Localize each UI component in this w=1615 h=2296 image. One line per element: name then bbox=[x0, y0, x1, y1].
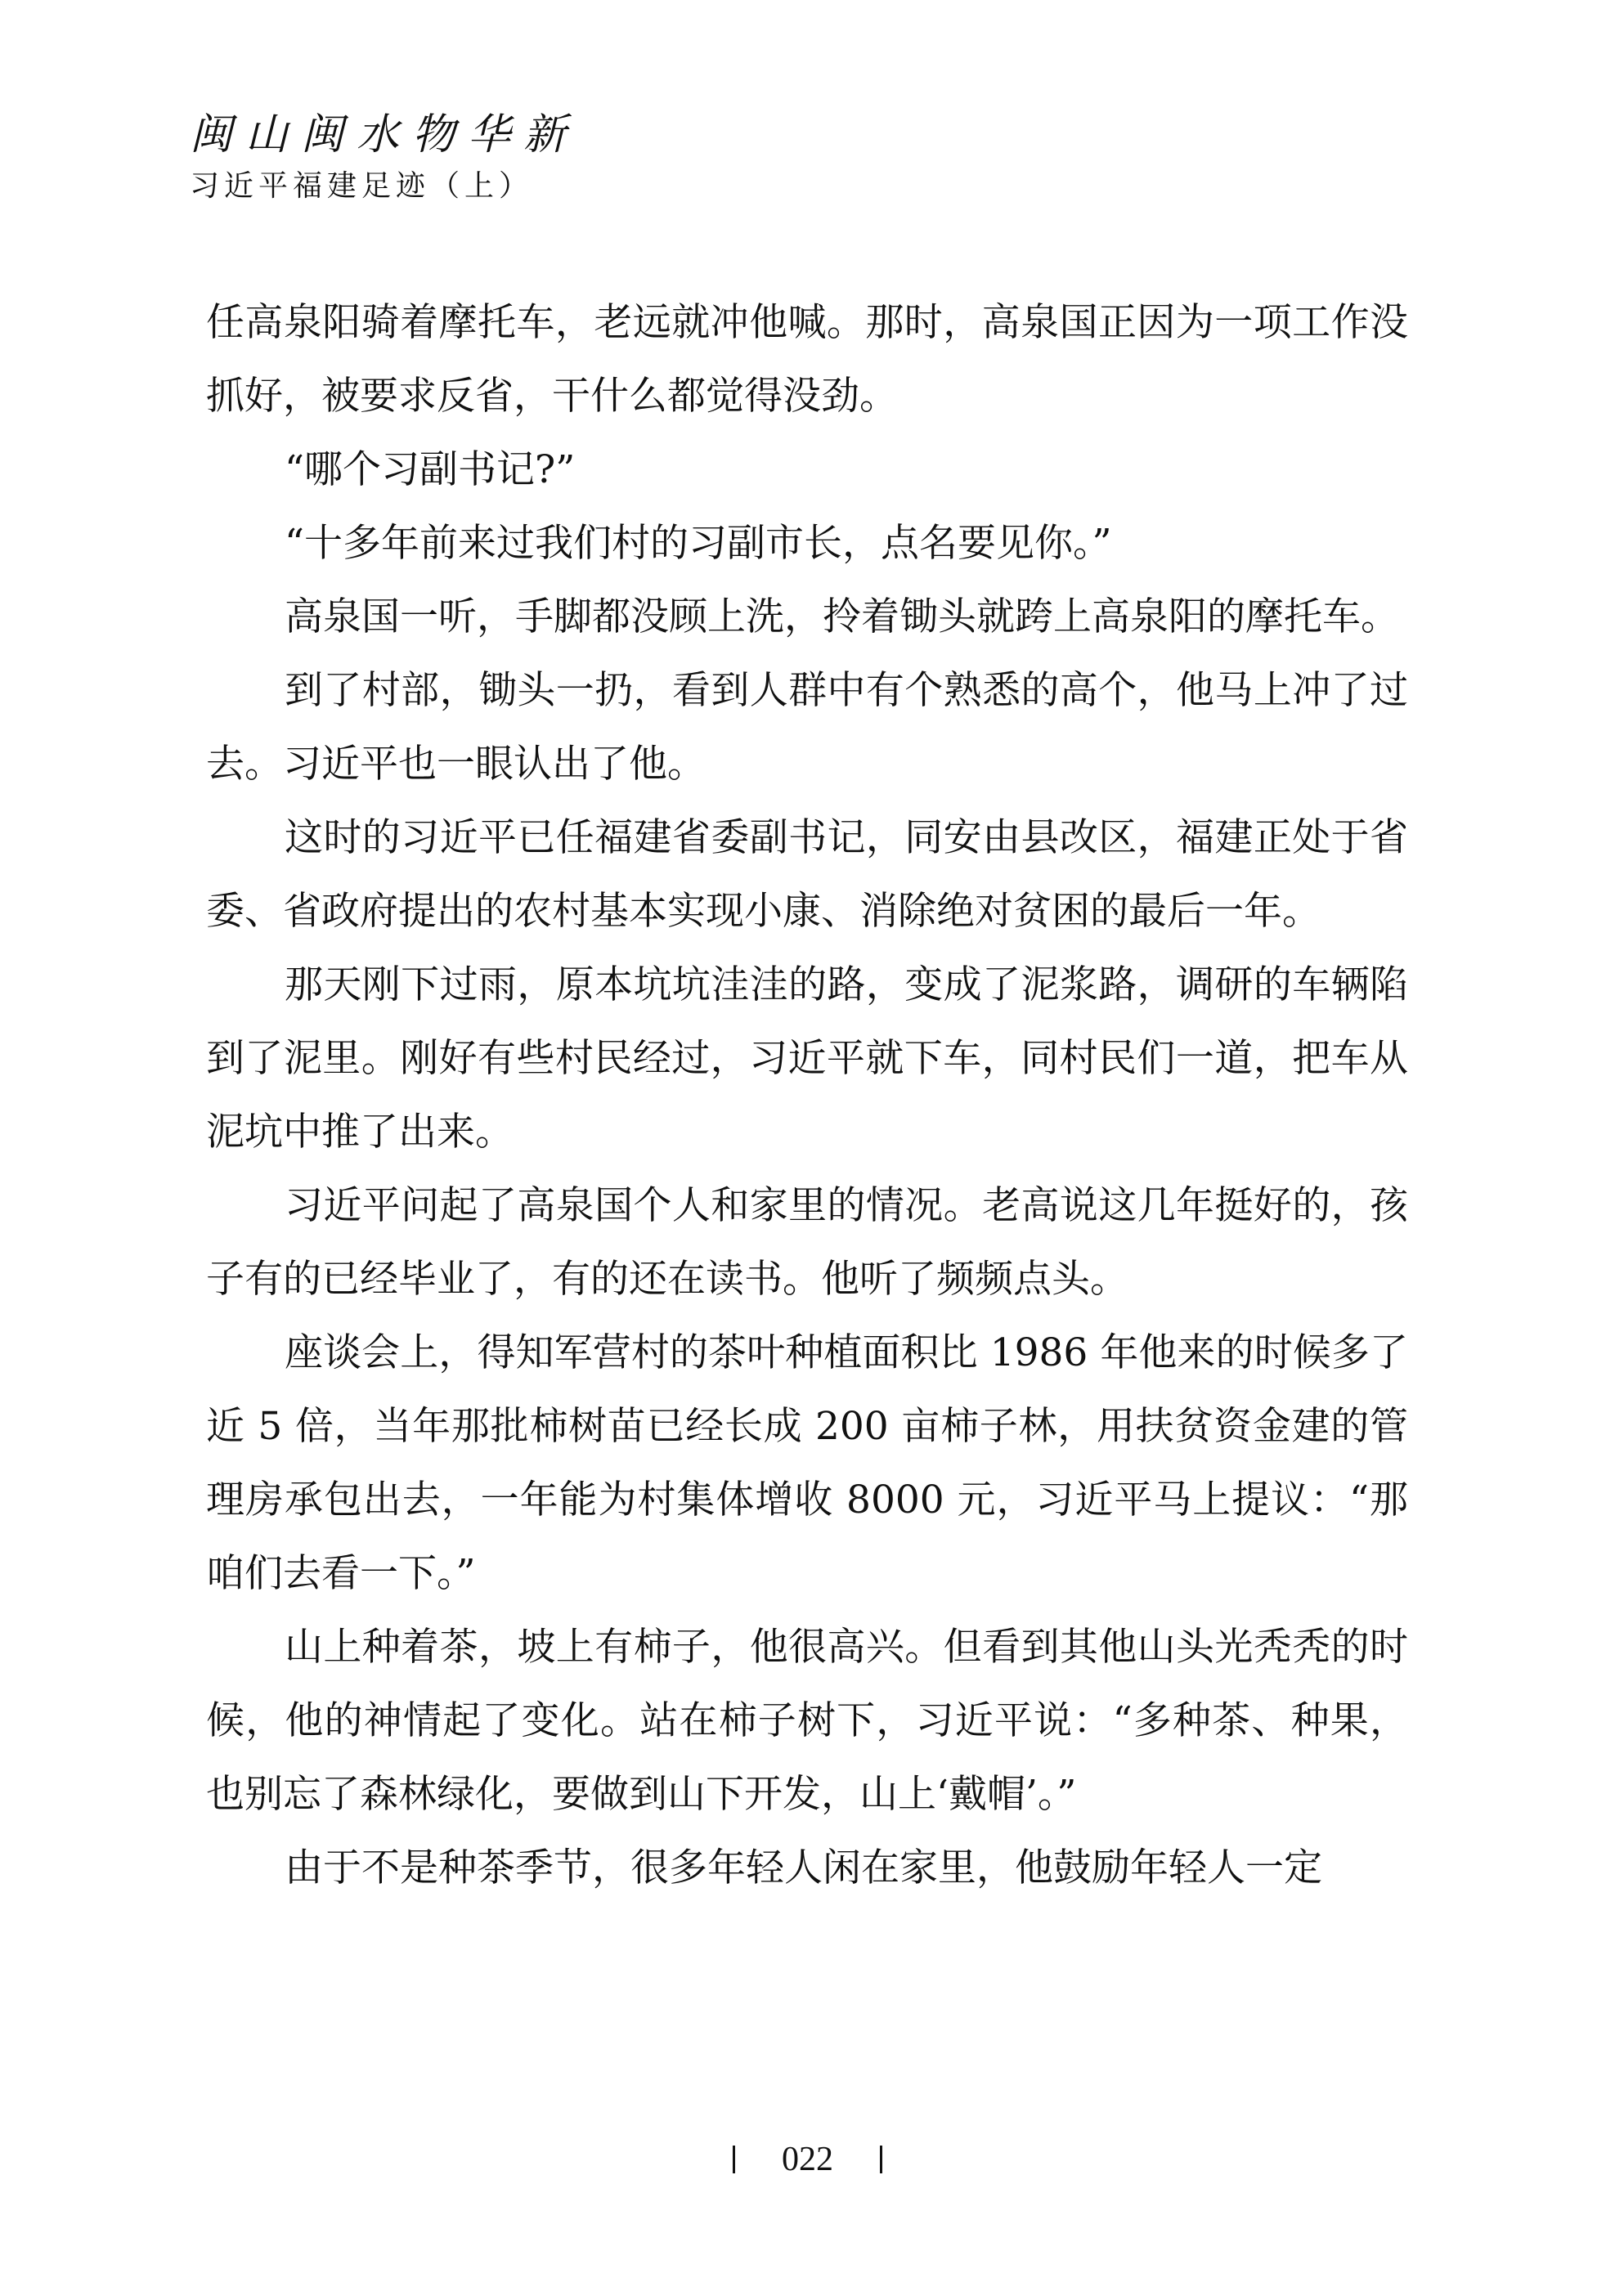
page-number: 022 bbox=[782, 2141, 833, 2178]
paragraph-5: 到了村部，锄头一扔，看到人群中有个熟悉的高个，他马上冲了过去。习近平也一眼认出了他。 bbox=[206, 668, 1408, 787]
paragraph-7: 那天刚下过雨，原本坑坑洼洼的路，变成了泥浆路，调研的车辆陷到了泥里。刚好有些村民经过，习近平就下车，同村民们一道，把车从泥坑中推了出来。 bbox=[206, 962, 1408, 1155]
paragraph-3: “十多年前来过我们村的习副市长，点名要见你。” bbox=[285, 521, 1112, 566]
paragraph-6: 这时的习近平已任福建省委副书记，同安由县改区，福建正处于省委、省政府提出的农村基本实现小康、消除绝对贫困的最后一年。 bbox=[206, 815, 1408, 934]
page-footer bbox=[0, 2134, 1615, 2182]
footer-left-bar bbox=[733, 2146, 735, 2173]
paragraph-9: 座谈会上，得知军营村的茶叶种植面积比 1986 年他来的时候多了近 5 倍，当年那批柿树苗已经长成 200 亩柿子林，用扶贫资金建的管理房承包出去，一年能为村集体增收 8000 元，习近平马上提议：“那咱们去看一下。” bbox=[206, 1330, 1408, 1596]
paragraph-1: 任高泉阳骑着摩托车，老远就冲他喊。那时，高泉国正因为一项工作没抓好，被要求反省，干什么都觉得没劲。 bbox=[206, 300, 1408, 419]
paragraph-8: 习近平问起了高泉国个人和家里的情况。老高说这几年挺好的，孩子有的已经毕业了，有的还在读书。他听了频频点头。 bbox=[206, 1183, 1408, 1302]
paragraph-4: 高泉国一听，手脚都没顾上洗，拎着锄头就跨上高泉阳的摩托车。 bbox=[285, 594, 1399, 639]
running-header bbox=[190, 108, 762, 206]
book-subtitle: 习近平福建足迹（上） bbox=[190, 169, 534, 203]
paragraph-11: 由于不是种茶季节，很多年轻人闲在家里，他鼓励年轻人一定 bbox=[285, 1845, 1322, 1890]
paragraph-10: 山上种着茶，坡上有柿子，他很高兴。但看到其他山头光秃秃的时候，他的神情起了变化。站在柿子树下，习近平说：“多种茶、种果，也别忘了森林绿化，要做到山下开发，山上‘戴帽’。” bbox=[206, 1625, 1408, 1817]
paragraph-2: “哪个习副书记?” bbox=[285, 447, 576, 492]
body-text bbox=[206, 286, 1408, 1905]
footer-right-bar bbox=[880, 2146, 882, 2173]
book-title: 闽山闽水物华新 bbox=[190, 110, 580, 159]
